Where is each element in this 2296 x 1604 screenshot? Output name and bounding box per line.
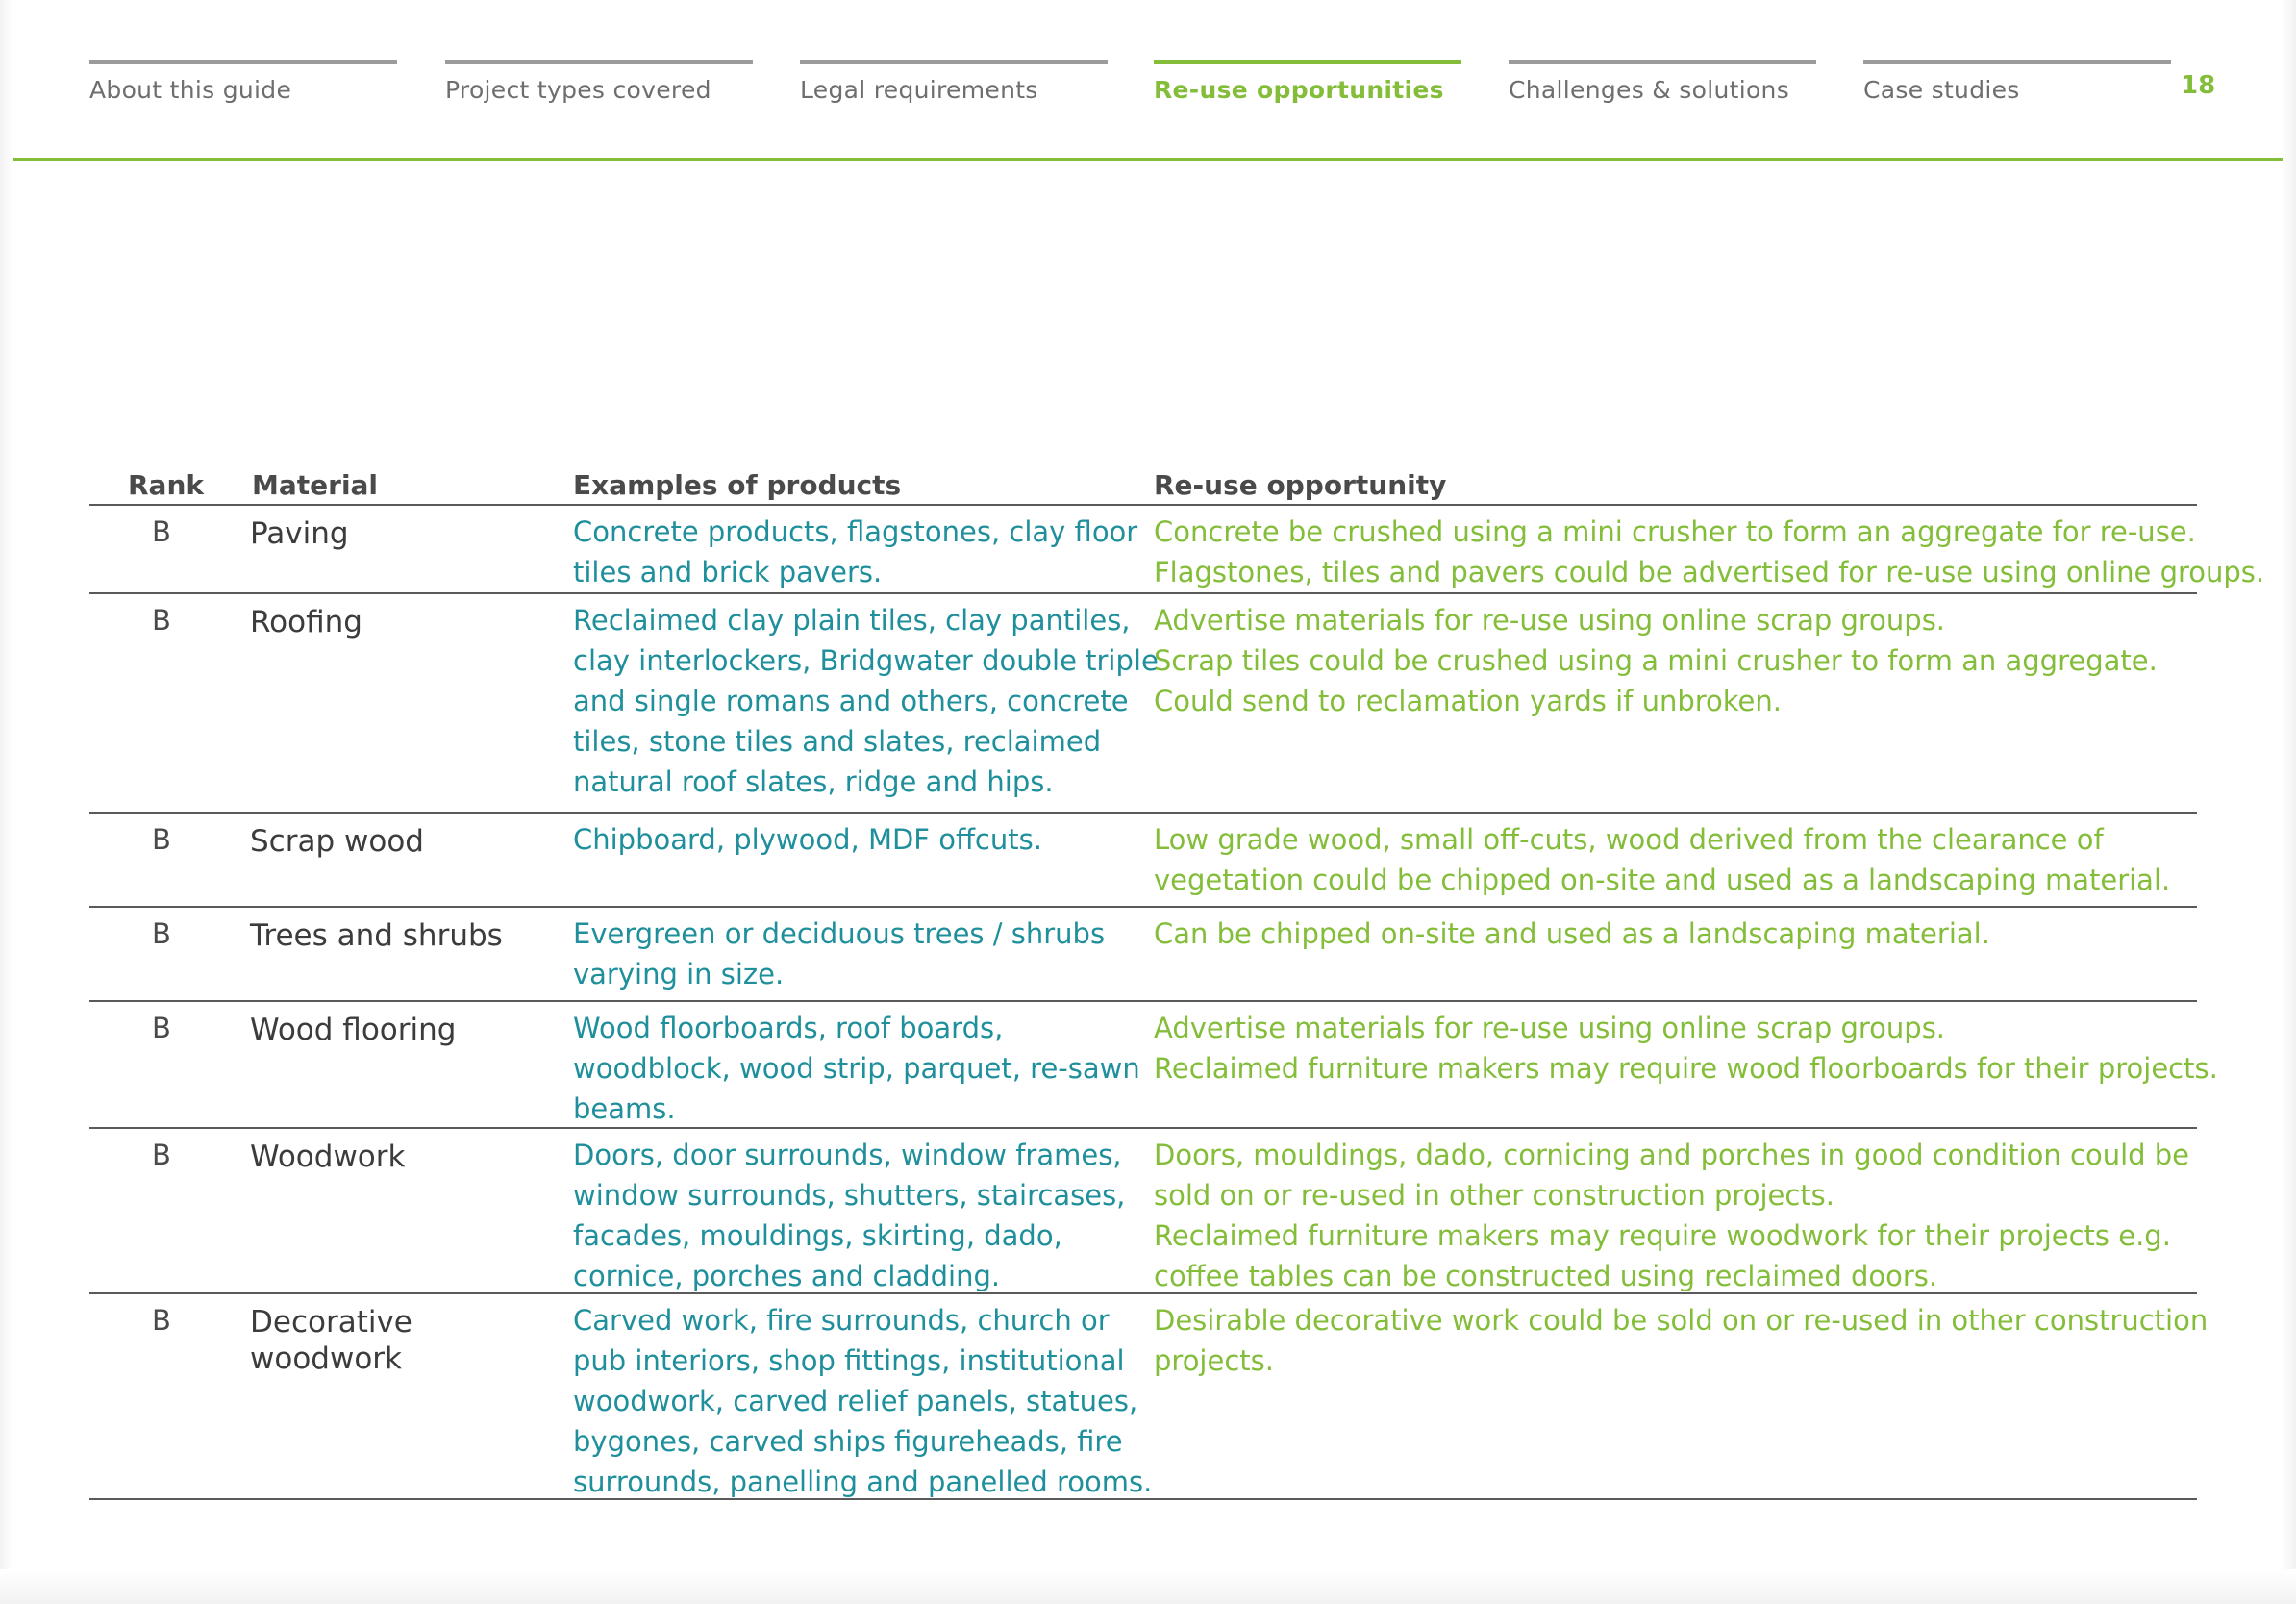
- table-row: [89, 1002, 2218, 1129]
- section-navigation: [89, 60, 2215, 117]
- header-material: Material: [252, 469, 379, 501]
- tab-label: Challenges & solutions: [1509, 76, 1790, 104]
- table-header-row: [89, 465, 2197, 506]
- reuse-opportunities-table: [89, 465, 2265, 1500]
- rank-cell: B: [152, 917, 171, 950]
- reuse-cell: [1154, 512, 2265, 592]
- reuse-line: Doors, mouldings, dado, cornicing and porches in good condition could be: [1154, 1139, 2190, 1171]
- reuse-line: projects.: [1154, 1344, 1274, 1377]
- reuse-line: Concrete be crushed using a mini crusher to form an aggregate for re-use.: [1154, 515, 2196, 548]
- page-edge-bottom: [0, 1569, 2296, 1604]
- products-line: Reclaimed clay plain tiles, clay pantiles,: [573, 604, 1131, 637]
- rank-cell: B: [152, 823, 171, 856]
- products-line: Evergreen or deciduous trees / shrubs: [573, 917, 1106, 950]
- reuse-cell: [1154, 600, 2192, 721]
- rank-cell: B: [152, 1304, 171, 1337]
- header-rank: Rank: [128, 469, 205, 501]
- products-line: cornice, porches and cladding.: [573, 1260, 1001, 1292]
- material-line: Scrap wood: [250, 824, 424, 859]
- tab-label: About this guide: [89, 76, 292, 104]
- products-line: pub interiors, shop fittings, institutional: [573, 1344, 1125, 1377]
- rank-cell: B: [152, 515, 171, 548]
- page-number: 18: [2181, 71, 2216, 100]
- products-line: tiles and brick pavers.: [573, 556, 883, 589]
- header-reuse: Re-use opportunity: [1154, 469, 1447, 501]
- tab-label: Case studies: [1863, 76, 2020, 104]
- material-cell: [250, 515, 558, 552]
- header-products: Examples of products: [573, 469, 902, 501]
- material-cell: [250, 1304, 558, 1377]
- material-cell: [250, 917, 558, 954]
- products-cell: [573, 1135, 1140, 1296]
- products-line: Carved work, fire surrounds, church or: [573, 1304, 1110, 1337]
- products-line: beams.: [573, 1092, 676, 1125]
- reuse-line: Advertise materials for re-use using online scrap groups.: [1154, 604, 1946, 637]
- tab-case-studies[interactable]: [1863, 60, 2171, 117]
- material-line: Roofing: [250, 605, 362, 639]
- tab-legal-requirements[interactable]: [800, 60, 1108, 117]
- material-line: woodwork: [250, 1341, 402, 1376]
- reuse-line: Could send to reclamation yards if unbroken.: [1154, 685, 1782, 717]
- products-cell: [573, 600, 1159, 802]
- reuse-line: coffee tables can be constructed using reclaimed doors.: [1154, 1260, 1938, 1292]
- reuse-line: Reclaimed furniture makers may require wood floorboards for their projects.: [1154, 1052, 2218, 1085]
- material-cell: [250, 1012, 558, 1048]
- table-row: [89, 908, 2197, 1002]
- table-row: [89, 1129, 2197, 1294]
- material-cell: [250, 823, 558, 860]
- products-cell: [573, 819, 1140, 860]
- products-line: and single romans and others, concrete: [573, 685, 1129, 717]
- products-line: Chipboard, plywood, MDF offcuts.: [573, 823, 1042, 856]
- reuse-line: vegetation could be chipped on-site and used as a landscaping material.: [1154, 864, 2171, 896]
- products-line: bygones, carved ships figureheads, fire: [573, 1425, 1123, 1458]
- products-line: woodblock, wood strip, parquet, re-sawn: [573, 1052, 1140, 1085]
- products-line: surrounds, panelling and panelled rooms.: [573, 1466, 1153, 1498]
- reuse-cell: [1154, 819, 2192, 900]
- products-line: tiles, stone tiles and slates, reclaimed: [573, 725, 1102, 758]
- products-line: woodwork, carved relief panels, statues,: [573, 1385, 1138, 1417]
- rank-cell: B: [152, 1012, 171, 1044]
- reuse-line: Reclaimed furniture makers may require woodwork for their projects e.g.: [1154, 1219, 2171, 1252]
- reuse-cell: [1154, 1135, 2192, 1296]
- products-cell: [573, 1300, 1153, 1502]
- material-cell: [250, 1139, 558, 1175]
- products-cell: [573, 512, 1140, 592]
- reuse-line: sold on or re-used in other construction projects.: [1154, 1179, 1834, 1212]
- table-row: [89, 1294, 2209, 1500]
- page-edge-right: [2281, 0, 2296, 1604]
- reuse-line: Can be chipped on-site and used as a landscaping material.: [1154, 917, 1990, 950]
- header-divider: [13, 158, 2283, 161]
- products-line: Wood floorboards, roof boards,: [573, 1012, 1004, 1044]
- tab-label: Project types covered: [445, 76, 711, 104]
- material-line: Decorative: [250, 1305, 412, 1340]
- table-row: [89, 594, 2197, 814]
- products-cell: [573, 914, 1140, 994]
- page-edge-left: [0, 0, 13, 1604]
- table-row: [89, 506, 2265, 594]
- rank-cell: B: [152, 1139, 171, 1171]
- tab-about-this-guide[interactable]: [89, 60, 397, 117]
- products-line: natural roof slates, ridge and hips.: [573, 765, 1054, 798]
- material-cell: [250, 604, 558, 640]
- reuse-cell: [1154, 914, 2192, 954]
- reuse-line: Scrap tiles could be crushed using a mini crusher to form an aggregate.: [1154, 644, 2158, 677]
- products-cell: [573, 1008, 1140, 1129]
- products-line: clay interlockers, Bridgwater double triple: [573, 644, 1159, 677]
- products-line: Doors, door surrounds, window frames,: [573, 1139, 1122, 1171]
- reuse-line: Advertise materials for re-use using online scrap groups.: [1154, 1012, 1946, 1044]
- reuse-line: Desirable decorative work could be sold on or re-used in other construction: [1154, 1304, 2209, 1337]
- reuse-line: Flagstones, tiles and pavers could be advertised for re-use using online groups.: [1154, 556, 2265, 589]
- products-line: window surrounds, shutters, staircases,: [573, 1179, 1126, 1212]
- material-line: Trees and shrubs: [250, 918, 503, 953]
- products-line: varying in size.: [573, 958, 785, 990]
- reuse-line: Low grade wood, small off-cuts, wood derived from the clearance of: [1154, 823, 2104, 856]
- material-line: Wood flooring: [250, 1013, 457, 1047]
- material-line: Paving: [250, 516, 349, 551]
- products-line: facades, mouldings, skirting, dado,: [573, 1219, 1062, 1252]
- rank-cell: B: [152, 604, 171, 637]
- tab-label: Legal requirements: [800, 76, 1038, 104]
- products-line: Concrete products, flagstones, clay floor: [573, 515, 1138, 548]
- tab-re-use-opportunities[interactable]: [1154, 60, 1461, 117]
- reuse-cell: [1154, 1008, 2218, 1089]
- tab-label: Re-use opportunities: [1154, 76, 1444, 104]
- tab-project-types-covered[interactable]: [445, 60, 753, 117]
- table-row: [89, 814, 2197, 908]
- reuse-cell: [1154, 1300, 2209, 1381]
- material-line: Woodwork: [250, 1140, 406, 1174]
- tab-challenges-solutions[interactable]: [1509, 60, 1816, 117]
